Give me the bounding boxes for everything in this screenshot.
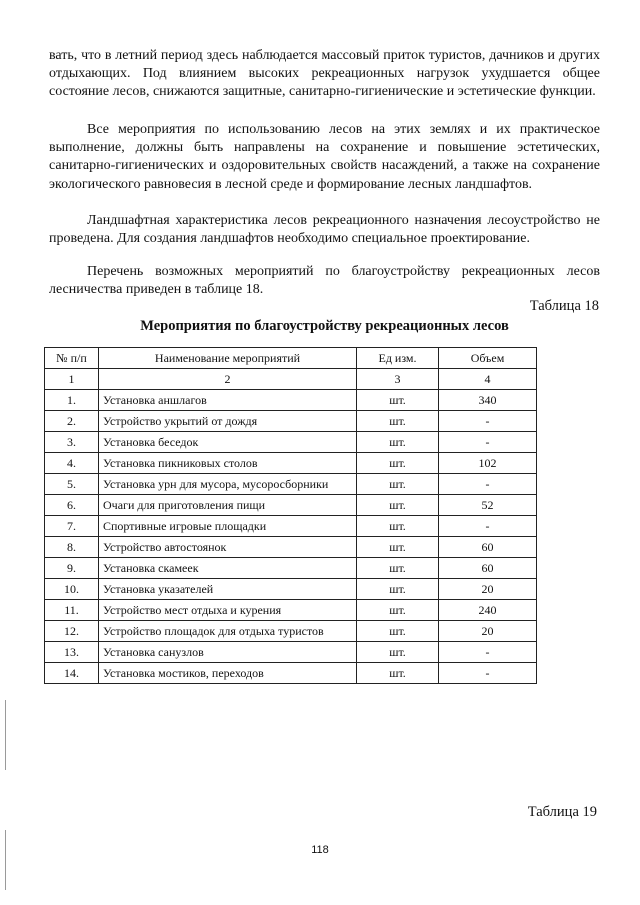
volume-cell: - [439,432,537,453]
row-number-cell: 11. [45,600,99,621]
unit-cell: шт. [357,453,439,474]
measure-name-cell: Установка беседок [99,432,357,453]
table-row [45,621,537,642]
row-number-cell: 8. [45,537,99,558]
measure-name-cell: Устройство площадок для отдыха туристов [99,621,357,642]
row-number-cell: 7. [45,516,99,537]
table-row [45,390,537,411]
table-row [45,600,537,621]
row-number-cell: 4. [45,453,99,474]
volume-cell: - [439,474,537,495]
table-19-label: Таблица 19 [527,804,597,820]
row-number-cell: 6. [45,495,99,516]
unit-cell: шт. [357,537,439,558]
table-row [45,642,537,663]
measure-name-cell: Устройство укрытий от дождя [99,411,357,432]
measure-name-cell: Установка санузлов [99,642,357,663]
index-cell: 1 [45,369,99,390]
measure-name-cell: Спортивные игровые площадки [99,516,357,537]
unit-cell: шт. [357,411,439,432]
measure-name-cell: Установка урн для мусора, мусоросборники [99,474,357,495]
unit-cell: шт. [357,600,439,621]
unit-cell: шт. [357,663,439,684]
measure-name-cell: Установка пикниковых столов [99,453,357,474]
volume-cell: 102 [439,453,537,474]
unit-cell: шт. [357,516,439,537]
row-number-cell: 10. [45,579,99,600]
row-number-cell: 14. [45,663,99,684]
volume-cell: 60 [439,558,537,579]
row-number-cell: 5. [45,474,99,495]
header-name: Наименование мероприятий [99,348,357,369]
scan-edge-line [5,830,6,890]
header-number: № п/п [45,348,99,369]
table-18-label: Таблица 18 [529,298,599,314]
measure-name-cell: Установка аншлагов [99,390,357,411]
unit-cell: шт. [357,495,439,516]
volume-cell: 340 [439,390,537,411]
page-number: 118 [311,844,329,856]
volume-cell: - [439,411,537,432]
table-row [45,453,537,474]
index-cell: 3 [357,369,439,390]
unit-cell: шт. [357,432,439,453]
volume-cell: - [439,642,537,663]
paragraph-measures: Все мероприятия по использованию лесов на этих землях и их практическое выполнение, должны быть направлены на сохранение и повышение эстетических, санитарно-гигиенических и оздоровительных свойств насаждений, а также на сохранение экологического равновесия в лесной среде и формирование лесных ландшафтов. [49,122,600,192]
volume-cell: - [439,663,537,684]
measure-name-cell: Установка мостиков, переходов [99,663,357,684]
measure-name-cell: Устройство мест отдыха и курения [99,600,357,621]
table-header-row [45,348,537,369]
scan-edge-line [5,700,6,770]
row-number-cell: 13. [45,642,99,663]
table-row [45,516,537,537]
table-row [45,495,537,516]
table-index-row [45,369,537,390]
index-cell: 2 [99,369,357,390]
measure-name-cell: Установка скамеек [99,558,357,579]
recreation-measures-table [44,347,537,684]
paragraph-landscape: Ландшафтная характеристика лесов рекреационного назначения лесоустройство не проведена. Для создания ландшафтов необходимо специальное проектирование. [49,213,600,247]
unit-cell: шт. [357,390,439,411]
row-number-cell: 2. [45,411,99,432]
table-row [45,474,537,495]
table-row [45,537,537,558]
row-number-cell: 3. [45,432,99,453]
table-row [45,663,537,684]
header-volume: Объем [439,348,537,369]
unit-cell: шт. [357,558,439,579]
table-row [45,579,537,600]
volume-cell: 240 [439,600,537,621]
index-cell: 4 [439,369,537,390]
header-unit: Ед изм. [357,348,439,369]
volume-cell: 20 [439,621,537,642]
measure-name-cell: Очаги для приготовления пищи [99,495,357,516]
unit-cell: шт. [357,621,439,642]
row-number-cell: 1. [45,390,99,411]
row-number-cell: 9. [45,558,99,579]
paragraph-table-reference: Перечень возможных мероприятий по благоустройству рекреационных лесов лесничества приведен в таблице 18. [49,264,600,298]
table-18-caption: Мероприятия по благоустройству рекреационных лесов [140,318,509,334]
unit-cell: шт. [357,474,439,495]
unit-cell: шт. [357,642,439,663]
volume-cell: 20 [439,579,537,600]
table-row [45,432,537,453]
volume-cell: 60 [439,537,537,558]
table-row [45,558,537,579]
paragraph-continuation: вать, что в летний период здесь наблюдается массовый приток туристов, дачников и других отдыхающих. Под влиянием высоких рекреационных нагрузок ухудшается общее состояние лесов, снижаются защитные, санитарно-гигиенические и эстетические функции. [49,48,600,100]
measure-name-cell: Устройство автостоянок [99,537,357,558]
row-number-cell: 12. [45,621,99,642]
volume-cell: - [439,516,537,537]
unit-cell: шт. [357,579,439,600]
measure-name-cell: Установка указателей [99,579,357,600]
table-row [45,411,537,432]
volume-cell: 52 [439,495,537,516]
